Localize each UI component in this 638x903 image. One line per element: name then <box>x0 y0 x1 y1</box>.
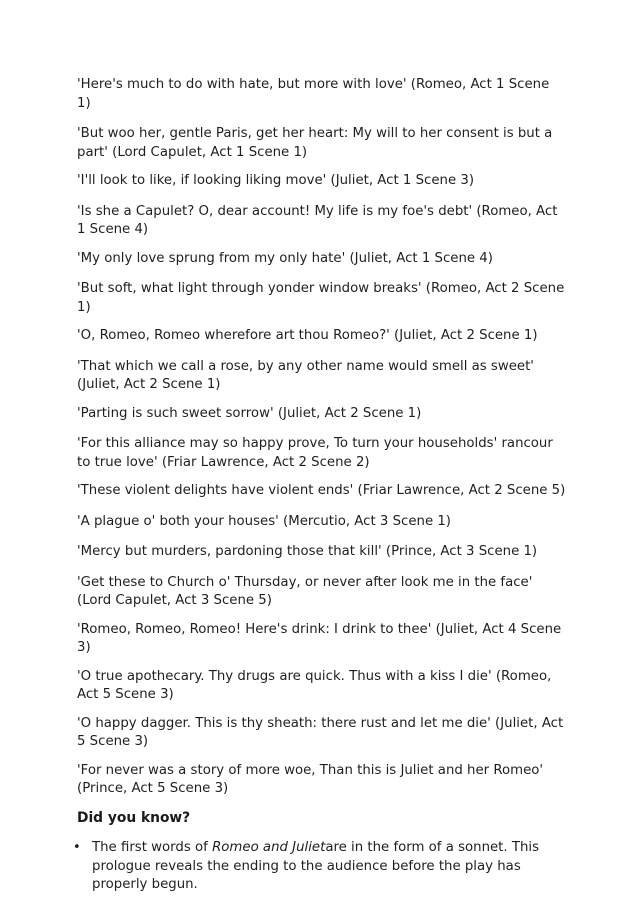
did-you-know-heading: Did you know? <box>77 809 191 826</box>
quote-line: 'For never was a story of more woe, Than this is Juliet and her Romeo' (Prince, Act 5 Scene 3) <box>77 762 544 796</box>
quote-line: 'Romeo, Romeo, Romeo! Here's drink: I drink to thee' (Juliet, Act 4 Scene 3) <box>77 621 562 655</box>
document-page <box>73 76 567 895</box>
quote-line: 'O, Romeo, Romeo wherefore art thou Romeo?' (Juliet, Act 2 Scene 1) <box>77 328 538 343</box>
quote-line: 'Get these to Church o' Thursday, or never after look me in the face' (Lord Capulet, Act 3 Scene 5) <box>77 574 533 608</box>
list-item <box>73 839 567 895</box>
quote-line: 'O happy dagger. This is thy sheath: there rust and let me die' (Juliet, Act 5 Scene 3) <box>77 715 564 749</box>
quote-line: 'O true apothecary. Thy drugs are quick. Thus with a kiss I die' (Romeo, Act 5 Scene 3) <box>77 668 552 702</box>
quote-line: 'Is she a Capulet? O, dear account! My life is my foe's debt' (Romeo, Act 1 Scene 4) <box>77 203 558 237</box>
fact-list <box>73 839 567 895</box>
quote-line: 'These violent delights have violent ends' (Friar Lawrence, Act 2 Scene 5) <box>77 483 566 498</box>
quote-line: 'For this alliance may so happy prove, To turn your households' rancour to true love' (Friar Lawrence, Act 2 Scene 2) <box>77 436 553 470</box>
quote-line: 'A plague o' both your houses' (Mercutio, Act 3 Scene 1) <box>77 513 451 529</box>
play-title: Romeo and Juliet <box>212 840 326 855</box>
quote-line: 'But soft, what light through yonder window breaks' (Romeo, Act 2 Scene 1) <box>77 281 565 315</box>
quote-line: 'But woo her, gentle Paris, get her heart: My will to her consent is but a part' (Lord Capulet, Act 1 Scene 1) <box>77 126 553 160</box>
quote-line: 'Parting is such sweet sorrow' (Juliet, Act 2 Scene 1) <box>77 405 422 421</box>
quote-line: 'Here's much to do with hate, but more with love' (Romeo, Act 1 Scene 1) <box>77 77 550 111</box>
quote-line: 'That which we call a rose, by any other name would smell as sweet' (Juliet, Act 2 Scene 1) <box>77 358 534 392</box>
fact-text: The first words of Romeo and Julietare in the form of a sonnet. This prologue reveals the ending to the audience before the play has properly begun. <box>92 840 540 892</box>
quote-line: 'I'll look to like, if looking liking move' (Juliet, Act 1 Scene 3) <box>77 173 475 188</box>
bullet-icon: • <box>73 840 81 855</box>
quote-line: 'My only love sprung from my only hate' (Juliet, Act 1 Scene 4) <box>77 250 493 266</box>
quote-line: 'Mercy but murders, pardoning those that kill' (Prince, Act 3 Scene 1) <box>77 544 538 559</box>
